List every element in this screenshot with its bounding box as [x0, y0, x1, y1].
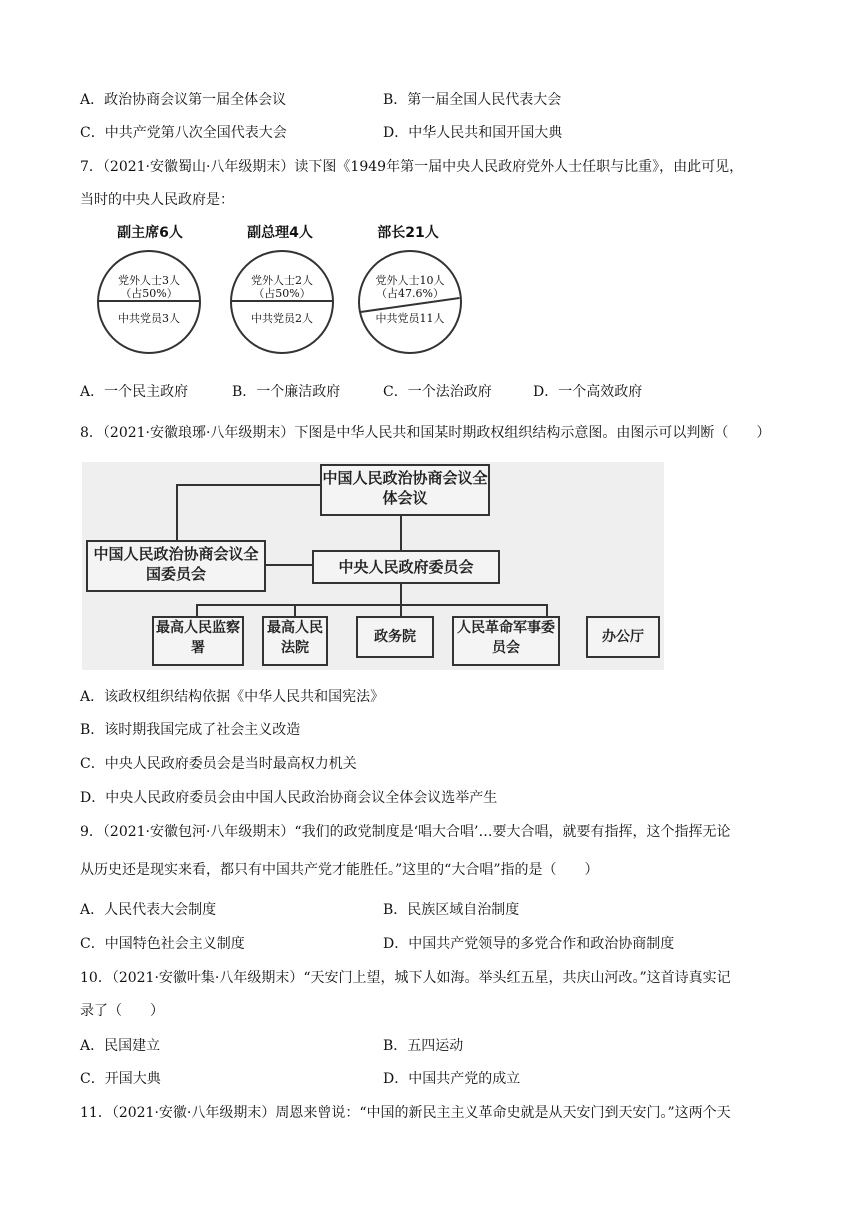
- pie-chart: [358, 250, 462, 354]
- q6-option-c[interactable]: C．中共产党第八次全国代表大会: [80, 125, 287, 141]
- pie-bottom-text: 中共党员3人: [118, 312, 180, 325]
- pie-chart: [97, 250, 201, 354]
- q10-option-a[interactable]: A．民国建立: [80, 1038, 161, 1054]
- org-left-box: 中国人民政治协商会议全国委员会: [86, 540, 266, 592]
- q8-stem: 8．（2021·安徽琅琊·八年级期末）下图是中华人民共和国某时期政权组织结构示意图。由图示可以判断（ ）: [80, 425, 771, 441]
- q9-option-b[interactable]: B．民族区域自治制度: [383, 902, 520, 918]
- pie-top-text: 党外人士10人: [375, 274, 445, 287]
- org-child-box: 最高人民法院: [262, 616, 328, 666]
- q10-option-b[interactable]: B．五四运动: [383, 1038, 464, 1054]
- org-child-box: 人民革命军事委员会: [452, 616, 560, 666]
- q7-stem-line2: 当时的中央人民政府是：: [80, 192, 234, 208]
- pie-divider: [99, 300, 199, 302]
- q8-option-d[interactable]: D．中央人民政府委员会由中国人民政治协商会议全体会议选举产生: [80, 790, 498, 806]
- pie-percent: （占47.6%）: [376, 287, 444, 300]
- pie-percent: （占50%）: [253, 287, 311, 300]
- org-center-box: 中央人民政府委员会: [312, 550, 500, 584]
- q11-stem-line1: 11．（2021·安徽·八年级期末）周恩来曾说：“中国的新民主主义革命史就是从天安门到天安门。”这两个天: [80, 1105, 731, 1121]
- org-office-box: 办公厅: [586, 616, 660, 658]
- q6-option-b[interactable]: B．第一届全国人民代表大会: [383, 92, 562, 108]
- q9-stem-line1: 9．（2021·安徽包河·八年级期末）“我们的政党制度是‘唱大合唱’…要大合唱，就要有指挥，这个指挥无论: [80, 824, 731, 840]
- q6-option-a[interactable]: A．政治协商会议第一届全体会议: [80, 92, 287, 108]
- pie-bottom-text: 中共党员11人: [375, 312, 445, 325]
- q8-option-a[interactable]: A．该政权组织结构依据《中华人民共和国宪法》: [80, 689, 385, 705]
- q9-option-c[interactable]: C．中国特色社会主义制度: [80, 936, 245, 952]
- q9-option-a[interactable]: A．人民代表大会制度: [80, 902, 217, 918]
- pie-chart: [230, 250, 334, 354]
- q7-stem-line1: 7．（2021·安徽蜀山·八年级期末）读下图《1949年第一届中央人民政府党外人士任职与比重》，由此可见，: [80, 159, 744, 175]
- pie-top-text: 党外人士3人: [118, 274, 180, 287]
- org-child-box: 政务院: [356, 616, 434, 658]
- pie-divider: [232, 300, 332, 302]
- q10-option-d[interactable]: D．中国共产党的成立: [383, 1071, 521, 1087]
- pie-title: 副总理4人: [247, 225, 313, 241]
- pie-title: 副主席6人: [117, 225, 183, 241]
- org-child-box: 最高人民监察署: [152, 616, 244, 666]
- q10-stem-line1: 10．（2021·安徽叶集·八年级期末）“天安门上望，城下人如海。举头红五星，共庆山河改。”这首诗真实记: [80, 970, 731, 986]
- q9-stem-line2: 从历史还是现实来看，都只有中国共产党才能胜任。”这里的“大合唱”指的是（ ）: [80, 862, 599, 878]
- org-top-box: 中国人民政治协商会议全体会议: [320, 464, 490, 516]
- pie-percent: （占50%）: [120, 287, 178, 300]
- q8-option-b[interactable]: B．该时期我国完成了社会主义改造: [80, 722, 301, 738]
- q7-option-d[interactable]: D．一个高效政府: [533, 384, 643, 400]
- q9-option-d[interactable]: D．中国共产党领导的多党合作和政治协商制度: [383, 936, 675, 952]
- q8-option-c[interactable]: C．中央人民政府委员会是当时最高权力机关: [80, 756, 357, 772]
- pie-bottom-text: 中共党员2人: [251, 312, 313, 325]
- q7-option-a[interactable]: A．一个民主政府: [80, 384, 189, 400]
- q10-stem-line2: 录了（ ）: [80, 1003, 164, 1019]
- q7-option-b[interactable]: B．一个廉洁政府: [232, 384, 341, 400]
- pie-top-text: 党外人士2人: [251, 274, 313, 287]
- q7-option-c[interactable]: C．一个法治政府: [383, 384, 492, 400]
- q6-option-d[interactable]: D．中华人民共和国开国大典: [383, 125, 563, 141]
- q8-org-chart: [82, 462, 664, 670]
- pie-title: 部长21人: [377, 225, 439, 241]
- q10-option-c[interactable]: C．开国大典: [80, 1071, 161, 1087]
